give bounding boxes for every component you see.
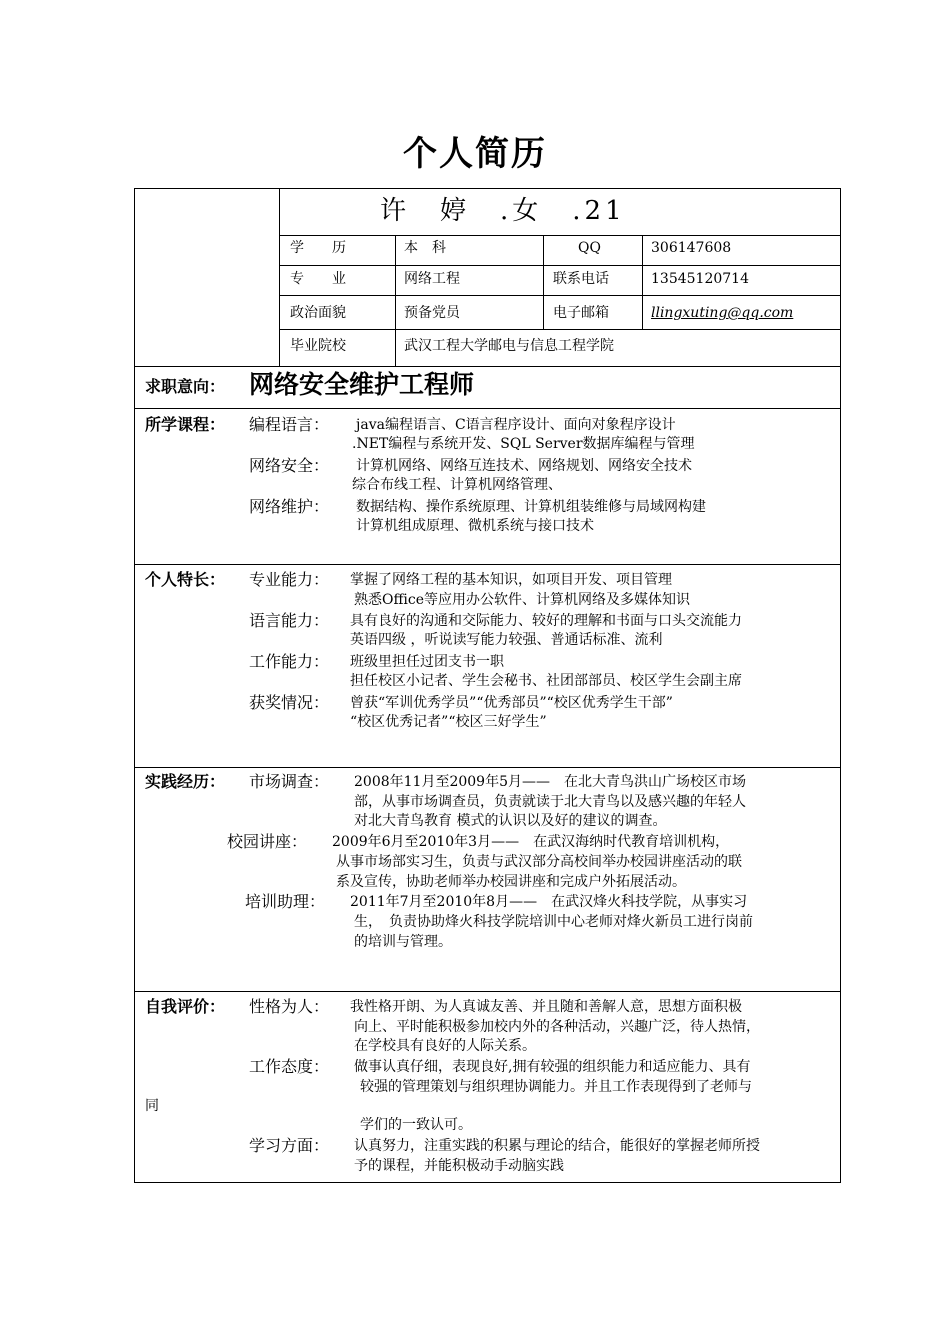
course-line: .NET编程与系统开发、SQL Server数据库编程与管理 [352, 436, 695, 452]
skill-category-label: 专业能力： [249, 570, 330, 589]
course-line: 数据结构、操作系统原理、计算机组装维修与局域网构建 [356, 499, 706, 515]
self-eval-line: 同 [145, 1098, 159, 1114]
skill-category-label: 工作能力： [249, 652, 330, 671]
skill-line: “校区优秀记者”“校区三好学生” [350, 714, 547, 730]
qq-label: QQ [578, 240, 601, 256]
self-eval-line: 学们的一致认可。 [360, 1117, 472, 1133]
section-divider [134, 991, 840, 992]
education-value: 本 科 [404, 240, 446, 256]
practice-line: 系及宣传，协助老师举办校园讲座和完成户外拓展活动。 [336, 874, 686, 890]
education-label: 学 历 [290, 240, 346, 256]
objective-label: 求职意向： [145, 377, 226, 396]
section-divider [134, 366, 840, 367]
courses-label: 所学课程： [145, 415, 226, 434]
email-label: 电子邮箱 [553, 305, 609, 321]
objective-value: 网络安全维护工程师 [249, 370, 475, 399]
page-title: 个人简历 [403, 134, 547, 174]
section-divider [134, 408, 840, 409]
row-divider [279, 265, 840, 266]
column-divider [395, 235, 396, 366]
practice-line: 对北大青鸟教育 模式的认识以及好的建议的调查。 [354, 813, 667, 829]
self-eval-line: 向上、平时能积极参加校内外的各种活动，兴趣广泛，待人热情， [354, 1019, 760, 1035]
skill-category-label: 获奖情况： [249, 693, 330, 712]
skill-line: 曾获“军训优秀学员”“优秀部员”“校区优秀学生干部” [350, 695, 673, 711]
school-label: 毕业院校 [290, 338, 346, 354]
self-eval-category-label: 性格为人： [249, 997, 330, 1016]
phone-value: 13545120714 [651, 271, 749, 287]
course-line: 计算机网络、网络互连技术、网络规划、网络安全技术 [356, 458, 692, 474]
skills-label: 个人特长： [145, 570, 226, 589]
practice-line: 2011年7月至2010年8月—— 在武汉烽火科技学院，从事实习 [350, 894, 748, 910]
major-value: 网络工程 [404, 271, 460, 287]
section-divider [134, 564, 840, 565]
self-eval-line: 做事认真仔细，表现良好,拥有较强的组织能力和适应能力、具有 [354, 1059, 751, 1075]
skill-line: 英语四级 ，听说读写能力较强、普通话标准、流利 [350, 632, 663, 648]
self-eval-category-label: 学习方面： [249, 1136, 330, 1155]
self-eval-line: 我性格开朗、为人真诚友善、并且随和善解人意，思想方面积极 [350, 999, 742, 1015]
name-gender-age: 许 婷 .女 .21 [380, 196, 626, 226]
practice-line: 的培训与管理。 [354, 934, 452, 950]
practice-category-label: 培训助理： [245, 892, 326, 911]
course-line: 计算机组成原理、微机系统与接口技术 [356, 518, 594, 534]
self-eval-line: 在学校具有良好的人际关系。 [354, 1038, 536, 1054]
photo-cell-divider [279, 188, 280, 366]
self-eval-category-label: 工作态度： [249, 1057, 330, 1076]
practice-category-label: 市场调查： [249, 772, 330, 791]
row-divider [279, 235, 840, 236]
politics-label: 政治面貌 [290, 305, 346, 321]
course-category-label: 网络安全： [249, 456, 330, 475]
school-value: 武汉工程大学邮电与信息工程学院 [404, 338, 614, 354]
column-divider [543, 235, 544, 329]
phone-label: 联系电话 [553, 271, 609, 287]
practice-label: 实践经历： [145, 772, 226, 791]
politics-value: 预备党员 [404, 305, 460, 321]
practice-line: 部，从事市场调查员，负责就读于北大青鸟以及感兴趣的年轻人 [354, 794, 746, 810]
email-link[interactable]: llingxuting@qq.com [651, 305, 794, 321]
skill-line: 担任校区小记者、学生会秘书、社团部部员、校区学生会副主席 [350, 673, 742, 689]
self-eval-label: 自我评价： [145, 997, 226, 1016]
practice-line: 生， 负责协助烽火科技学院培训中心老师对烽火新员工进行岗前 [354, 914, 753, 930]
self-eval-line: 予的课程，并能积极动手动脑实践 [354, 1158, 564, 1174]
practice-line: 2009年6月至2010年3月—— 在武汉海纳时代教育培训机构， [332, 834, 730, 850]
section-divider [134, 767, 840, 768]
course-category-label: 网络维护： [249, 497, 330, 516]
qq-value: 306147608 [651, 240, 732, 256]
skill-category-label: 语言能力： [249, 611, 330, 630]
practice-line: 从事市场部实习生，负责与武汉部分高校间举办校园讲座活动的联 [336, 854, 742, 870]
practice-line: 2008年11月至2009年5月—— 在北大青鸟洪山广场校区市场 [354, 774, 746, 790]
major-label: 专 业 [290, 271, 346, 287]
skill-line: 具有良好的沟通和交际能力、较好的理解和书面与口头交流能力 [350, 613, 742, 629]
row-divider [279, 295, 840, 296]
skill-line: 熟悉Office等应用办公软件、计算机网络及多媒体知识 [354, 592, 691, 608]
self-eval-line: 较强的管理策划与组织理协调能力。并且工作表现得到了老师与 [360, 1079, 752, 1095]
course-line: java编程语言、C语言程序设计、面向对象程序设计 [356, 417, 676, 433]
skill-line: 班级里担任过团支书一职 [350, 654, 504, 670]
course-line: 综合布线工程、计算机网络管理、 [352, 477, 562, 493]
course-category-label: 编程语言： [249, 415, 330, 434]
self-eval-line: 认真努力，注重实践的积累与理论的结合，能很好的掌握老师所授 [354, 1138, 760, 1154]
row-divider [279, 329, 840, 330]
practice-category-label: 校园讲座： [227, 832, 308, 851]
skill-line: 掌握了网络工程的基本知识，如项目开发、项目管理 [350, 572, 672, 588]
column-divider [642, 235, 643, 329]
